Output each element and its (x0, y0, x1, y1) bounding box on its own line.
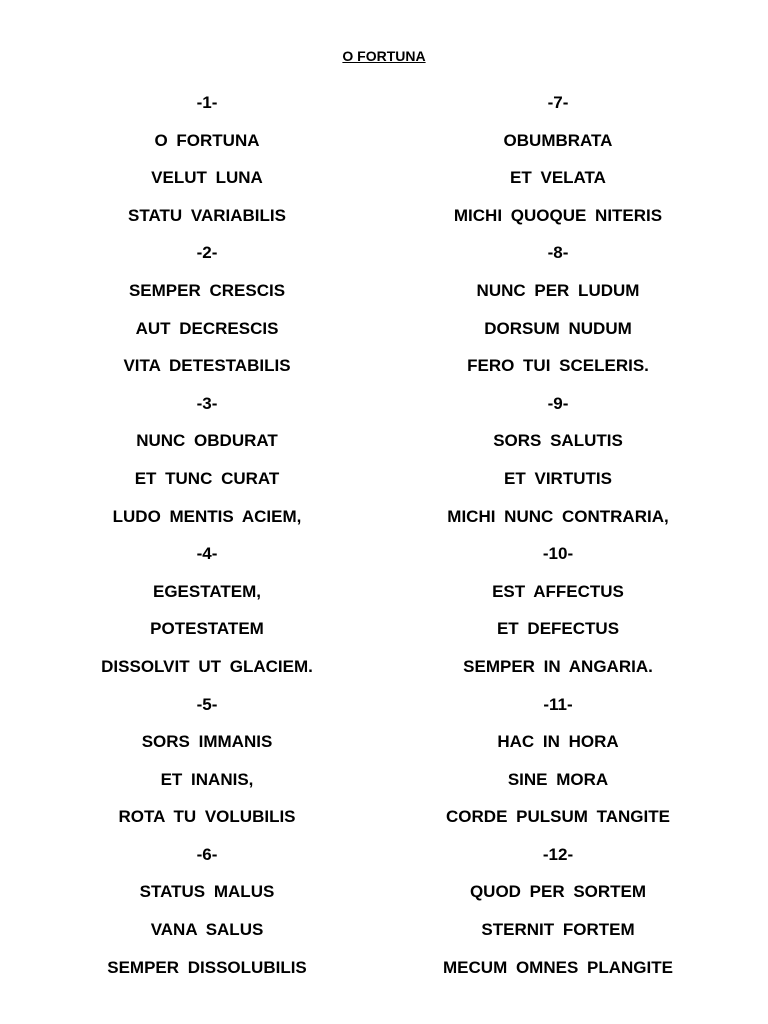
verse-line: STERNIT FORTEM (481, 920, 635, 940)
verse-line: ET VELATA (510, 168, 606, 188)
verse-line: VITA DETESTABILIS (123, 356, 291, 376)
stanza-number: -1- (196, 93, 218, 112)
verse-line: DORSUM NUDUM (484, 318, 632, 338)
verse-line: POTESTATEM (150, 619, 264, 639)
verse-line: MECUM OMNES PLANGITE (443, 957, 673, 977)
verse-line: SEMPER CRESCIS (128, 280, 286, 300)
verse-line: SEMPER IN ANGARIA. (463, 656, 653, 676)
verse-line: VANA SALUS (150, 920, 264, 940)
stanza-number: -2- (196, 243, 218, 263)
stanza-number: -8- (547, 243, 569, 263)
verse-line: NUNC OBDURAT (136, 431, 278, 451)
verse-line: NUNC PER LUDUM (476, 280, 640, 300)
verse-line: AUT DECRESCIS (135, 318, 279, 338)
verse-line: ET TUNC CURAT (134, 468, 280, 488)
verse-line: SEMPER DISSOLUBILIS (107, 957, 307, 977)
verse-line: ROTA TU VOLUBILIS (118, 807, 296, 827)
stanza-number: -12- (542, 844, 574, 864)
verse-line: DISSOLVIT UT GLACIEM. (101, 656, 313, 676)
stanza-number: -11- (543, 694, 573, 714)
verse-line: HAC IN HORA (497, 732, 619, 752)
verse-line: SORS SALUTIS (493, 431, 623, 451)
verse-line: OBUMBRATA (503, 130, 613, 150)
verse-line: ET INANIS, (160, 769, 254, 789)
verse-line: VELUT LUNA (151, 168, 263, 188)
verse-line: EST AFFECTUS (492, 581, 624, 601)
verse-line: ET DEFECTUS (496, 619, 620, 639)
verse-line: EGESTATEM, (153, 581, 261, 601)
verse-line: CORDE PULSUM TANGITE (446, 807, 670, 827)
verse-line: LUDO MENTIS ACIEM, (112, 506, 302, 526)
verse-line: SORS IMMANIS (141, 732, 273, 752)
verse-line: O FORTUNA (154, 130, 260, 150)
stanza-number: -9- (547, 393, 569, 413)
document-title: O FORTUNA (342, 48, 426, 64)
verse-line: STATU VARIABILIS (128, 205, 286, 225)
stanza-number: -6- (196, 844, 218, 864)
stanza-number: -7- (547, 93, 569, 112)
stanza-number: -4- (196, 544, 218, 564)
verse-line: SINE MORA (507, 769, 609, 789)
right-column (368, 89, 748, 991)
verse-line: QUOD PER SORTEM (469, 882, 647, 902)
stanza-number: -10- (542, 544, 574, 564)
verse-line: MICHI QUOQUE NITERIS (453, 205, 663, 225)
verse-line: MICHI NUNC CONTRARIA, (447, 506, 669, 526)
left-column (17, 89, 397, 991)
stanza-number: -5- (196, 694, 218, 714)
verse-line: STATUS MALUS (139, 882, 275, 902)
verse-line: FERO TUI SCELERIS. (467, 356, 649, 376)
stanza-number: -3- (196, 393, 218, 413)
verse-line: ET VIRTUTIS (504, 468, 612, 488)
